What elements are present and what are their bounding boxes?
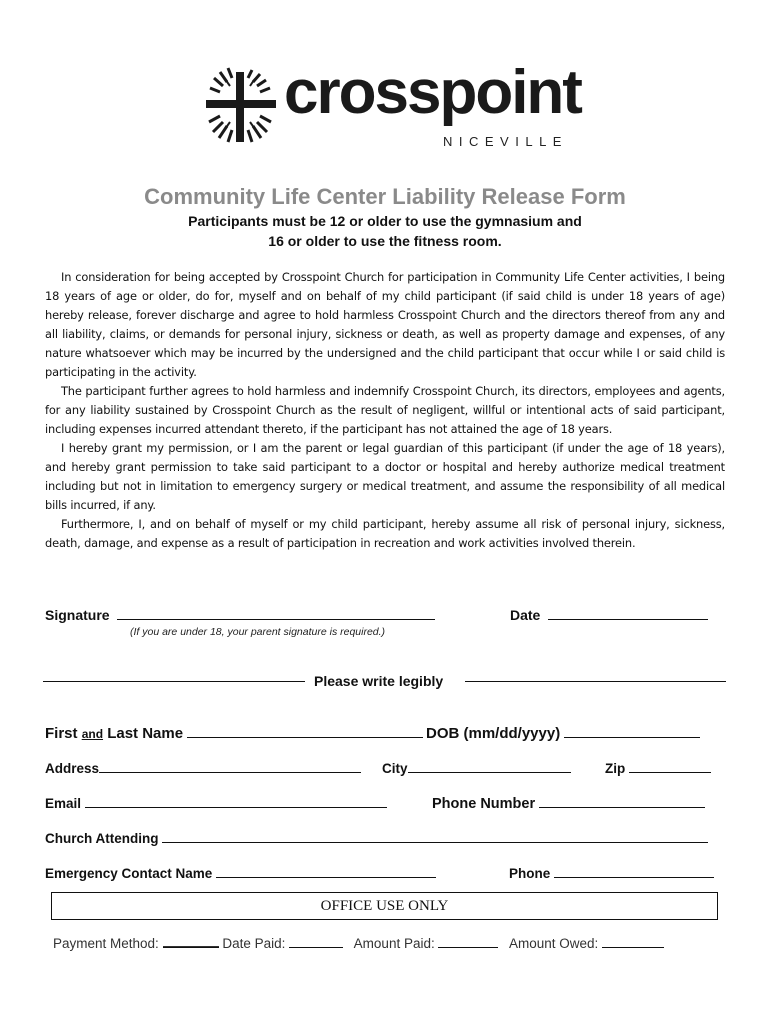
subtitle-line-1: Participants must be 12 or older to use the gymnasium and	[188, 213, 582, 229]
emergency-field[interactable]	[216, 876, 436, 878]
last-name-label: Last Name	[107, 725, 184, 742]
city-row	[382, 761, 571, 776]
subtitle-line-2: 16 or older to use the fitness room.	[268, 233, 502, 249]
release-text	[45, 268, 725, 553]
payment-method-label: Payment Method:	[53, 936, 159, 951]
phone-label: Phone	[509, 866, 551, 881]
phone-number-field[interactable]	[539, 806, 705, 808]
amount-paid-field[interactable]	[438, 946, 498, 948]
zip-label: Zip	[605, 761, 626, 776]
first-label: First	[45, 725, 78, 742]
signature-row	[45, 607, 435, 623]
logo-location: NICEVILLE	[443, 134, 568, 149]
zip-row	[605, 761, 711, 776]
church-field[interactable]	[162, 841, 708, 843]
phone-number-row	[432, 796, 705, 812]
email-label: Email	[45, 796, 82, 811]
city-label: City	[382, 761, 408, 776]
date-label: Date	[510, 607, 541, 623]
logo-wordmark: crosspoint	[284, 58, 581, 127]
emergency-label: Emergency Contact Name	[45, 866, 213, 881]
date-row	[510, 607, 708, 623]
and-label: and	[81, 727, 104, 741]
paragraph-consideration: In consideration for being accepted by Crosspoint Church for participation in Community Life Center activities, I being 18 years of age or older, do for, myself and on behalf of my child participant (if said child is under 18 years of age) hereby release, forever discharge and agree to hold harmless Crosspoint Church and the directors thereof from any and all liability, claims, or demands for personal injury, sickness or death, as well as property damage and expenses, of any nature whatsoever which may be incurred by the undersigned and the child participant that occur while I or said child is participating in the activity.	[45, 270, 725, 379]
write-legibly-heading: Please write legibly	[314, 673, 444, 689]
church-label: Church Attending	[45, 831, 159, 846]
zip-field[interactable]	[629, 771, 711, 773]
date-field[interactable]	[548, 618, 708, 620]
date-paid-label: Date Paid:	[222, 936, 286, 951]
divider-right	[465, 681, 726, 682]
divider-left	[43, 681, 305, 682]
email-field[interactable]	[85, 806, 387, 808]
signature-field[interactable]	[117, 618, 435, 620]
amount-owed-label: Amount Owed:	[509, 936, 599, 951]
address-label: Address	[45, 761, 100, 776]
date-paid-field[interactable]	[289, 946, 343, 948]
name-field[interactable]	[187, 736, 423, 738]
amount-owed-field[interactable]	[602, 946, 664, 948]
email-row	[45, 796, 387, 811]
dob-label: DOB (mm/dd/yyyy)	[426, 725, 561, 742]
address-field[interactable]	[99, 771, 361, 773]
address-row	[45, 761, 361, 776]
signature-note: (If you are under 18, your parent signature is required.)	[130, 626, 386, 638]
form-title: Community Life Center Liability Release Form	[144, 184, 626, 209]
payment-method-field[interactable]	[163, 946, 219, 948]
paragraph-permission: I hereby grant my permission, or I am the parent or legal guardian of this participant (if under the age of 18 years), and hereby grant permission to take said participant to a doctor or hospital and hereby authorize medical treatment including but not in limitation to emergency surgery or medical treatment, and assume the responsibility of all medical bills incurred, if any.	[45, 441, 725, 512]
payment-row	[53, 936, 664, 951]
church-row	[45, 831, 708, 846]
phone-row	[509, 866, 714, 881]
signature-label: Signature	[45, 607, 110, 623]
city-field[interactable]	[408, 771, 571, 773]
dob-field[interactable]	[564, 736, 700, 738]
phone-number-label: Phone Number	[432, 796, 536, 812]
emergency-row	[45, 866, 436, 881]
office-use-box: OFFICE USE ONLY	[51, 892, 718, 920]
paragraph-indemnify: The participant further agrees to hold harmless and indemnify Crosspoint Church, its directors, employees and agents, for any liability sustained by Crosspoint Church as the result of negligent, willful or intentional acts of said participant, including expenses incurred attendant thereto, if the participant has not attained the age of 18 years.	[45, 384, 725, 436]
name-row	[45, 725, 423, 742]
paragraph-assume-risk: Furthermore, I, and on behalf of myself or my child participant, hereby assume all risk of personal injury, sickness, death, damage, and expense as a result of participation in recreation and work activities involved therein.	[45, 517, 725, 550]
phone-field[interactable]	[554, 876, 714, 878]
crosspoint-logo-icon	[200, 66, 282, 148]
dob-row	[426, 725, 700, 742]
amount-paid-label: Amount Paid:	[353, 936, 435, 951]
